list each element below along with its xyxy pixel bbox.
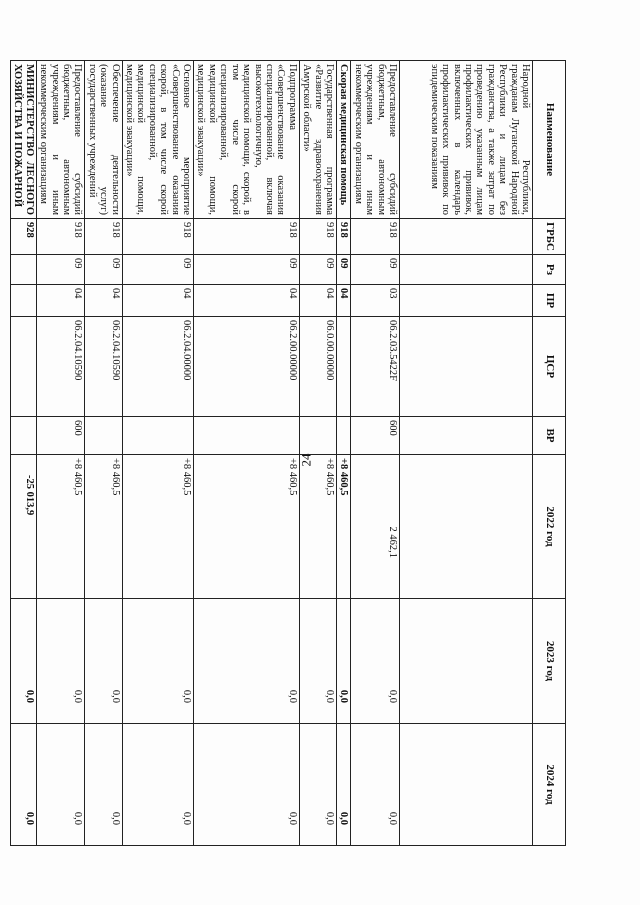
row-csr: 06.2.04.10590 (36, 317, 85, 417)
row-vr: 600 (36, 417, 85, 455)
row-rz: 09 (194, 255, 300, 285)
row-vr: 600 (351, 417, 400, 455)
row-rz: 09 (36, 255, 85, 285)
row-2023: 0,0 (351, 599, 400, 724)
table-row (36, 61, 85, 846)
page-number: 24 (298, 453, 314, 467)
row-grbs: 918 (36, 219, 85, 255)
row-2022: +8 460,5 (122, 455, 193, 599)
row-name: МИНИСТЕРСТВО ЛЕСНОГО ХОЗЯЙСТВА И ПОЖАРНОЙ (11, 61, 37, 219)
table-row (351, 61, 400, 846)
table-row (122, 61, 193, 846)
row-vr (299, 417, 336, 455)
row-2023: 0,0 (122, 599, 193, 724)
row-2024: 0,0 (11, 724, 37, 846)
row-2024: 0,0 (194, 724, 300, 846)
row-vr (336, 417, 350, 455)
row-vr (194, 417, 300, 455)
row-csr: 06.0.00.00000 (299, 317, 336, 417)
row-grbs: 918 (122, 219, 193, 255)
table-row (85, 61, 122, 846)
col-header-2024: 2024 год (533, 724, 566, 846)
row-2024: 0,0 (351, 724, 400, 846)
row-grbs: 918 (85, 219, 122, 255)
row-csr: 06.2.03.5422F (351, 317, 400, 417)
row-grbs (400, 219, 533, 255)
row-name: Предоставление субсидий бюджетным, автономным учреждениям и иным некоммерческим организациям (351, 61, 400, 219)
header-row (533, 61, 566, 846)
row-2022: +8 460,5 (336, 455, 350, 599)
row-rz: 09 (122, 255, 193, 285)
row-csr: 06.2.04.00000 (122, 317, 193, 417)
row-2023: 0,0 (11, 599, 37, 724)
row-2024: 0,0 (122, 724, 193, 846)
row-csr: 06.2.00.00000 (194, 317, 300, 417)
row-2024 (400, 724, 533, 846)
row-pr (11, 285, 37, 317)
col-header-2022: 2022 год (533, 455, 566, 599)
row-grbs: 918 (194, 219, 300, 255)
row-grbs: 918 (336, 219, 350, 255)
row-pr: 04 (36, 285, 85, 317)
col-header-csr: ЦСР (533, 317, 566, 417)
col-header-grbs: ГРБС (533, 219, 566, 255)
row-pr: 04 (194, 285, 300, 317)
row-grbs: 918 (299, 219, 336, 255)
row-2022: -25 013,9 (11, 455, 37, 599)
row-grbs: 918 (351, 219, 400, 255)
row-2022 (400, 455, 533, 599)
row-pr (400, 285, 533, 317)
row-2024: 0,0 (299, 724, 336, 846)
row-vr (122, 417, 193, 455)
row-2023: 0,0 (85, 599, 122, 724)
row-name: Скорая медицинская помощь (336, 61, 350, 219)
table-row (11, 61, 37, 846)
row-2024: 0,0 (336, 724, 350, 846)
row-name: Основное мероприятие «Совершенствование оказания скорой, в том числе скорой специализированной, медицинской помощи, медицинской эвакуации» (122, 61, 193, 219)
row-2023: 0,0 (336, 599, 350, 724)
row-2022: +8 460,5 (194, 455, 300, 599)
row-2022: +8 460,5 (299, 455, 336, 599)
row-name: Обеспечение деятельности (оказание услуг) государственных учреждений (85, 61, 122, 219)
col-header-rz: Рз (533, 255, 566, 285)
row-vr (85, 417, 122, 455)
col-header-2023: 2023 год (533, 599, 566, 724)
budget-table (10, 60, 566, 846)
table-row (336, 61, 350, 846)
row-pr: 04 (122, 285, 193, 317)
row-name: Предоставление субсидий бюджетным, автономным учреждениям и иным некоммерческим организациям (36, 61, 85, 219)
row-2022: 2 462,1 (351, 455, 400, 599)
row-vr (11, 417, 37, 455)
rotated-table-container (12, 60, 566, 845)
row-pr: 04 (299, 285, 336, 317)
row-rz (400, 255, 533, 285)
col-header-name: Наименование (533, 61, 566, 219)
row-csr (11, 317, 37, 417)
row-grbs: 928 (11, 219, 37, 255)
row-name: Подпрограмма «Совершенствование оказания специализированной, включая высокотехнологичную, медицинской помощи, скорой, в том числе скорой специализированной, медицинской помощи, медицинской эвакуации» (194, 61, 300, 219)
row-csr (336, 317, 350, 417)
row-2023: 0,0 (36, 599, 85, 724)
row-rz: 09 (351, 255, 400, 285)
row-rz: 09 (336, 255, 350, 285)
row-rz: 09 (85, 255, 122, 285)
col-header-vr: ВР (533, 417, 566, 455)
row-csr (400, 317, 533, 417)
row-name: Народной Республики, гражданам Луганской Народной Республики и лицам без гражданства, а также затрат по проведению указанным лицам профилактических прививок, включенных в календарь профилактических прививок по эпидемическим показаниям (400, 61, 533, 219)
row-rz (11, 255, 37, 285)
row-rz: 09 (299, 255, 336, 285)
row-pr: 03 (351, 285, 400, 317)
row-2023 (400, 599, 533, 724)
row-pr: 04 (85, 285, 122, 317)
row-vr (400, 417, 533, 455)
row-csr: 06.2.04.10590 (85, 317, 122, 417)
row-2023: 0,0 (299, 599, 336, 724)
row-2024: 0,0 (85, 724, 122, 846)
table-row (299, 61, 336, 846)
table-row (194, 61, 300, 846)
table-row (400, 61, 533, 846)
row-2022: +8 460,5 (36, 455, 85, 599)
col-header-pr: ПР (533, 285, 566, 317)
row-2023: 0,0 (194, 599, 300, 724)
row-name: Государственная программа «Развитие здравоохранения Амурской области» (299, 61, 336, 219)
row-2024: 0,0 (36, 724, 85, 846)
row-pr: 04 (336, 285, 350, 317)
row-2022: +8 460,5 (85, 455, 122, 599)
